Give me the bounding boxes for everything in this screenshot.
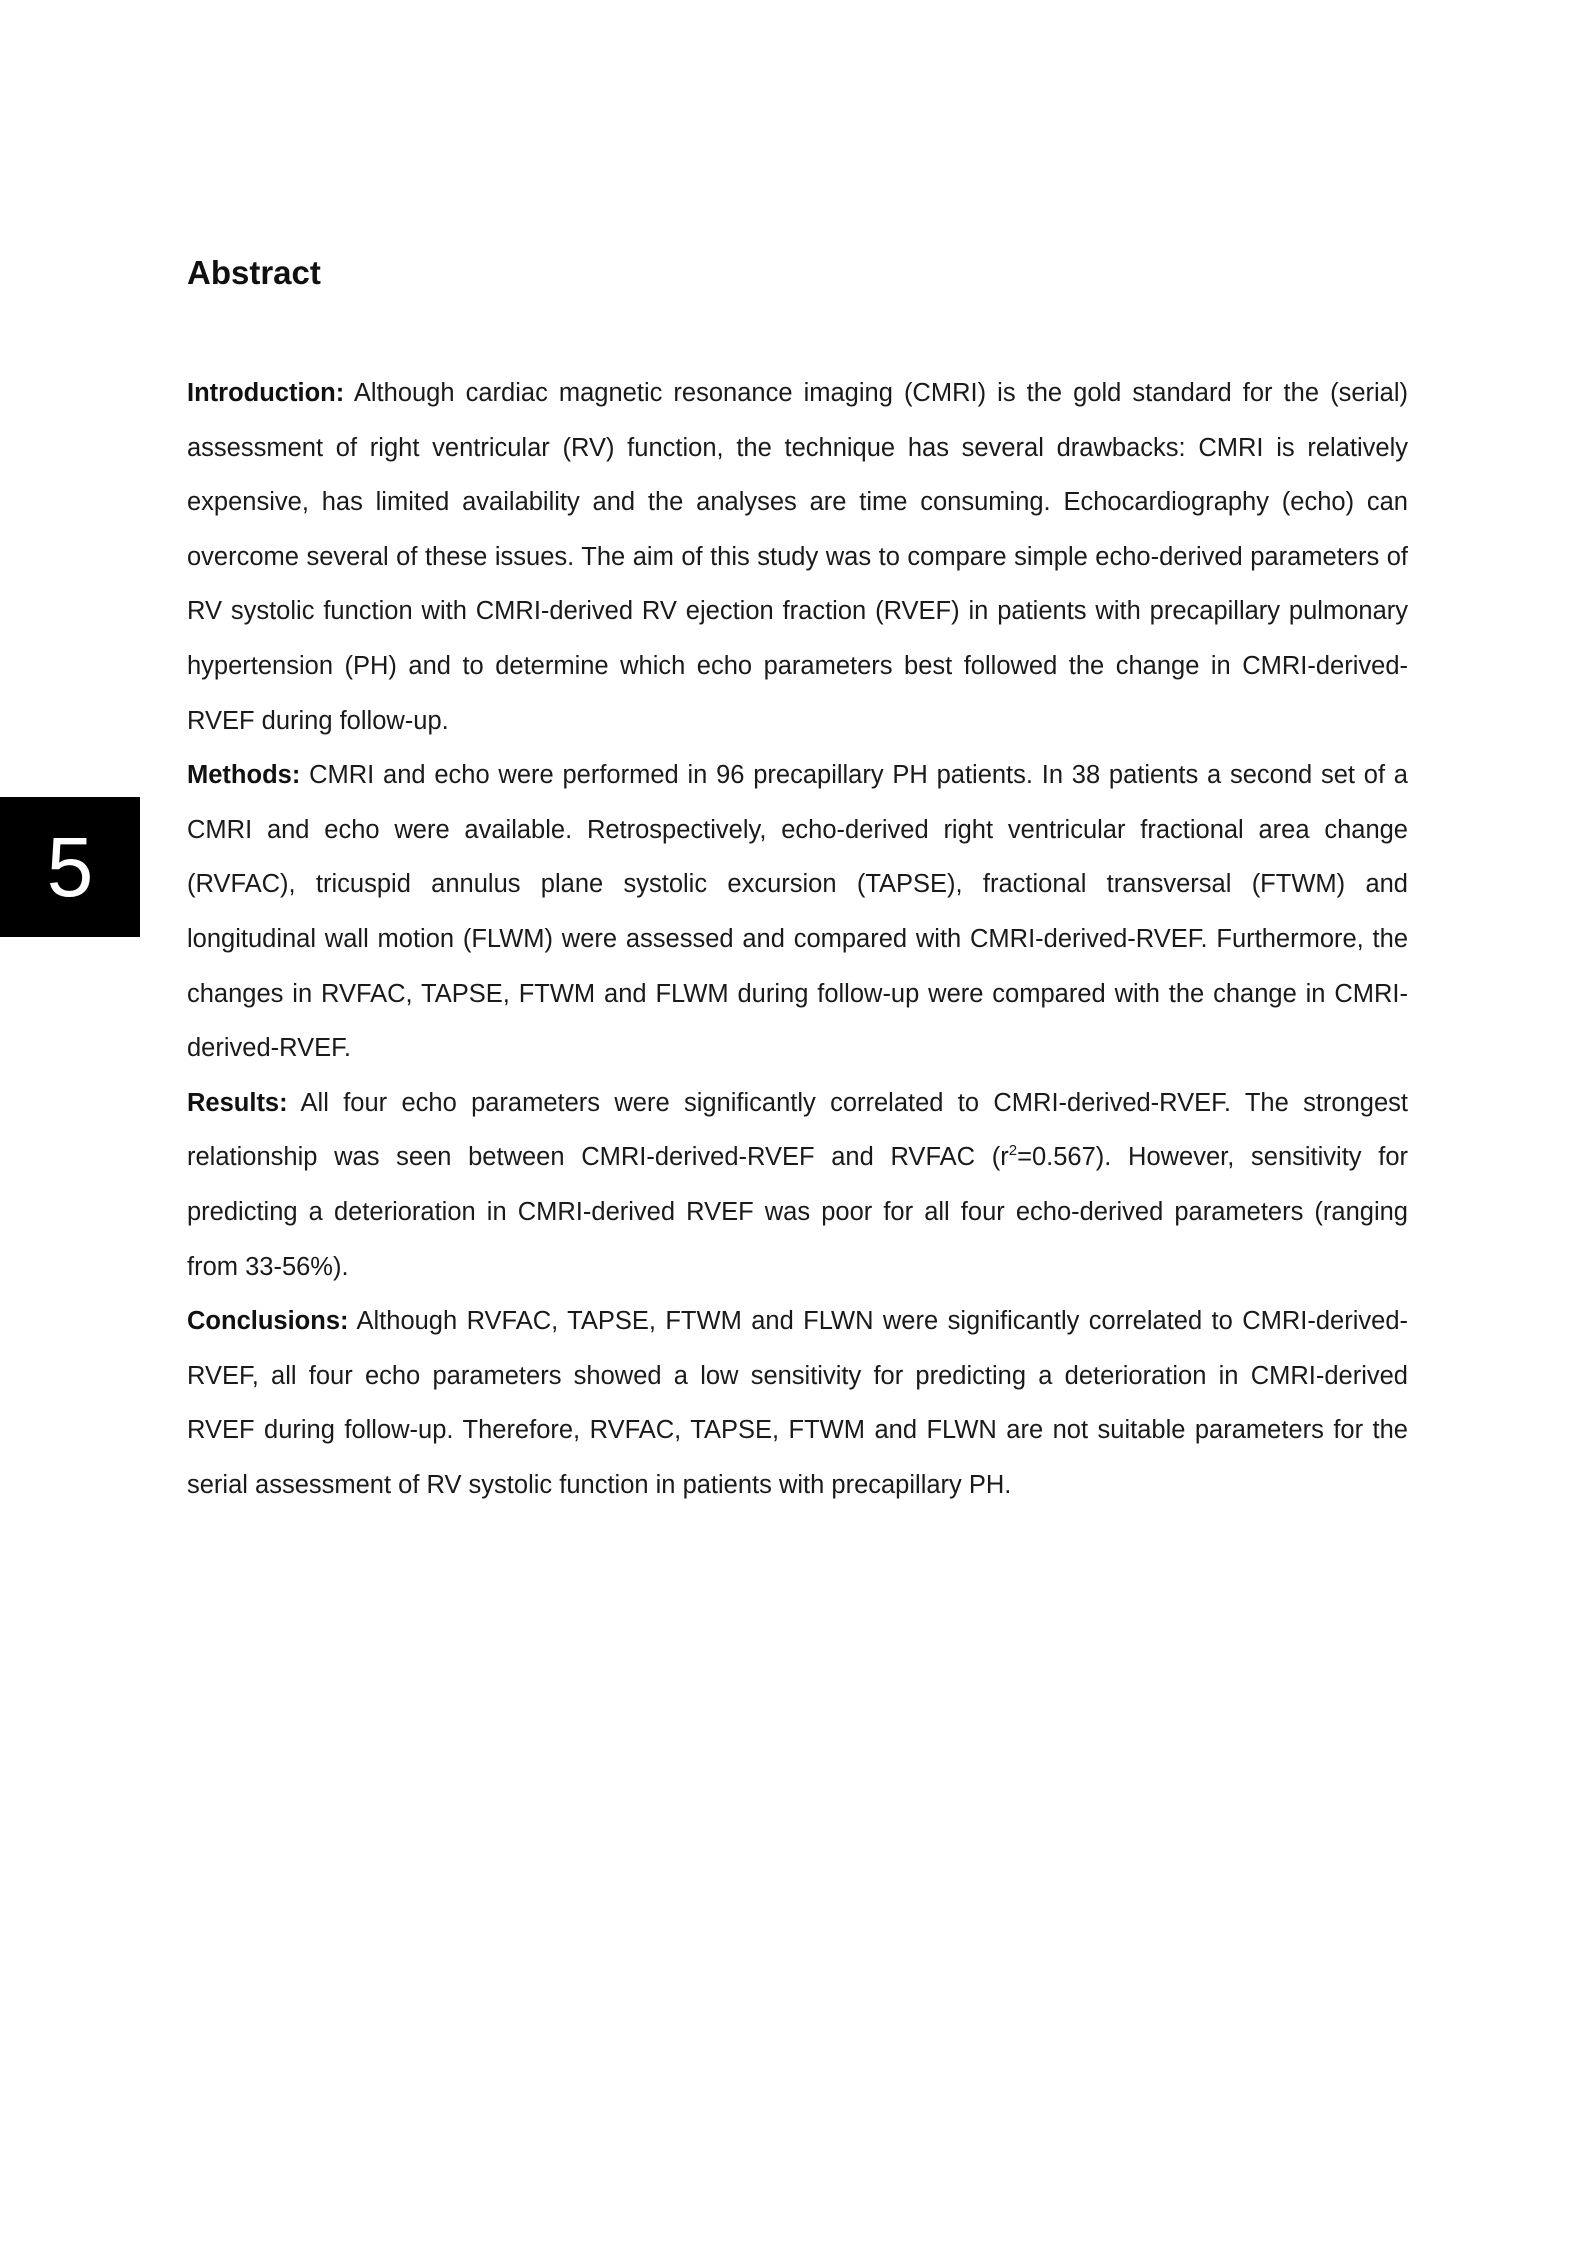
results-label: Results: xyxy=(187,1088,288,1117)
results-text-before: All four echo parameters were significantly correlated to CMRI-derived-RVEF. The strongest relationship was seen between CMRI-derived-RVEF and RVFAC (r xyxy=(187,1088,1408,1172)
conclusions-text: Although RVFAC, TAPSE, FTWM and FLWN were significantly correlated to CMRI-derived-RVEF, all four echo parameters showed a low sensitivity for predicting a deterioration in CMRI-derived RVEF during follow-up. Therefore, RVFAC, TAPSE, FTWM and FLWN are not suitable parameters for the serial assessment of RV systolic function in patients with precapillary PH. xyxy=(187,1307,1408,1499)
chapter-number-tab xyxy=(0,797,140,937)
chapter-number: 5 xyxy=(46,820,94,914)
results-superscript: 2 xyxy=(1008,1142,1018,1160)
results-paragraph xyxy=(187,1076,1408,1294)
conclusions-paragraph xyxy=(187,1294,1408,1512)
introduction-text: Although cardiac magnetic resonance imaging (CMRI) is the gold standard for the (serial) assessment of right ventricular (RV) function, the technique has several drawbacks: CMRI is relatively expensive, has limited availability and the analyses are time consuming. Echocardiography (echo) can overcome several of these issues. The aim of this study was to compare simple echo-derived parameters of RV systolic function with CMRI-derived RV ejection fraction (RVEF) in patients with precapillary pulmonary hypertension (PH) and to determine which echo parameters best followed the change in CMRI-derived-RVEF during follow-up. xyxy=(187,379,1408,735)
methods-text: CMRI and echo were performed in 96 precapillary PH patients. In 38 patients a second set of a CMRI and echo were available. Retrospectively, echo-derived right ventricular fractional area change (RVFAC), tricuspid annulus plane systolic excursion (TAPSE), fractional transversal (FTWM) and longitudinal wall motion (FLWM) were assessed and compared with CMRI-derived-RVEF. Furthermore, the changes in RVFAC, TAPSE, FTWM and FLWM during follow-up were compared with the change in CMRI-derived-RVEF. xyxy=(187,761,1408,1063)
methods-label: Methods: xyxy=(187,761,301,790)
introduction-label: Introduction: xyxy=(187,379,345,407)
abstract-body xyxy=(187,366,1408,1512)
methods-paragraph xyxy=(187,748,1408,1076)
abstract-heading: Abstract xyxy=(187,254,321,291)
introduction-paragraph xyxy=(187,366,1408,748)
conclusions-label: Conclusions: xyxy=(187,1307,349,1336)
results-text-after: =0.567). However, sensitivity for predicting a deterioration in CMRI-derived RVEF was poor for all four echo-derived parameters (ranging from 33-56%). xyxy=(187,1143,1408,1281)
